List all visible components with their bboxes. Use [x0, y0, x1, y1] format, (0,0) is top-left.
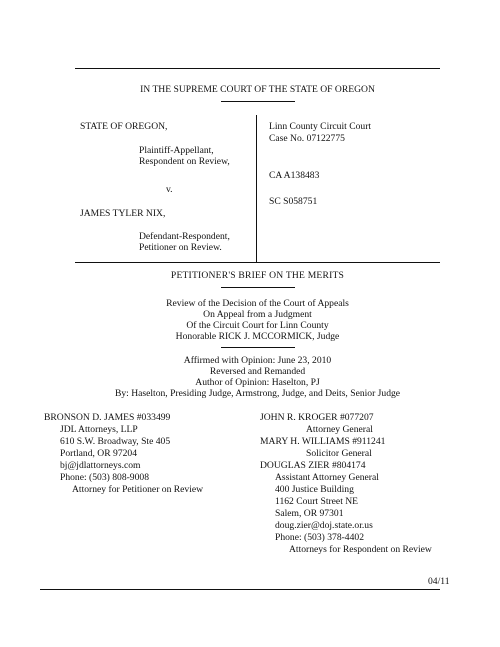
top-rule — [75, 68, 440, 69]
ag-title: Attorney General — [306, 424, 373, 435]
petitioner-counsel-firm: JDL Attorneys, LLP — [60, 424, 138, 435]
ag-name: JOHN R. KROGER #077207 — [260, 412, 374, 423]
aag-title: Assistant Attorney General — [275, 472, 379, 483]
versus: v. — [166, 184, 173, 195]
sg-title: Solicitor General — [306, 448, 372, 459]
plaintiff-role-2: Respondent on Review, — [139, 156, 230, 167]
court-title: IN THE SUPREME COURT OF THE STATE OF OREGON — [140, 84, 375, 95]
brief-title: PETITIONER'S BRIEF ON THE MERITS — [170, 270, 345, 281]
petitioner-counsel-phone: Phone: (503) 808-9008 — [60, 472, 149, 483]
caption-divider — [256, 115, 257, 263]
petitioner-counsel-role: Attorney for Petitioner on Review — [72, 484, 204, 495]
opinion-line-4: By: Haselton, Presiding Judge, Armstrong, Judge, and Deits, Senior Judge — [114, 388, 401, 399]
review-line-1: Review of the Decision of the Court of Appeals — [166, 298, 349, 309]
petitioner-counsel-address-2: Portland, OR 97204 — [60, 448, 138, 459]
brief-title-underline — [221, 287, 295, 288]
opinion-line-2: Reversed and Remanded — [209, 366, 306, 377]
review-underline — [221, 347, 295, 348]
opinion-line-3: Author of Opinion: Haselton, PJ — [195, 377, 320, 388]
defendant-name: JAMES TYLER NIX, — [80, 208, 166, 219]
sc-number: SC S058751 — [269, 196, 318, 207]
review-line-2: On Appeal from a Judgment — [203, 309, 312, 320]
footer-date: 04/11 — [428, 576, 450, 587]
petitioner-counsel-name: BRONSON D. JAMES #033499 — [44, 412, 171, 423]
respondent-email: doug.zier@doj.state.or.us — [275, 520, 373, 531]
respondent-phone: Phone: (503) 378-4402 — [275, 532, 364, 543]
petitioner-counsel-address-1: 610 S.W. Broadway, Ste 405 — [60, 436, 171, 447]
sg-name: MARY H. WILLIAMS #911241 — [260, 436, 386, 447]
petitioner-counsel-email: bj@jdlattorneys.com — [60, 460, 141, 471]
court-title-underline — [221, 101, 295, 102]
review-line-3: Of the Circuit Court for Linn County — [186, 320, 329, 331]
defendant-role-1: Defendant-Respondent, — [139, 231, 230, 242]
defendant-role-2: Petitioner on Review. — [139, 242, 222, 253]
ca-number: CA A138483 — [269, 170, 320, 181]
review-line-4: Honorable RICK J. MCCORMICK, Judge — [175, 331, 340, 342]
case-number: Case No. 07122775 — [269, 133, 345, 144]
aag-name: DOUGLAS ZIER #804174 — [260, 460, 366, 471]
respondent-address-3: Salem, OR 97301 — [275, 508, 344, 519]
footer-rule — [40, 589, 440, 590]
caption-bottom-rule — [75, 262, 440, 263]
trial-court: Linn County Circuit Court — [269, 121, 372, 132]
respondent-address-1: 400 Justice Building — [275, 484, 354, 495]
plaintiff-name: STATE OF OREGON, — [80, 121, 168, 132]
respondent-address-2: 1162 Court Street NE — [275, 496, 359, 507]
respondent-role: Attorneys for Respondent on Review — [289, 544, 432, 555]
plaintiff-role-1: Plaintiff-Appellant, — [139, 145, 214, 156]
opinion-line-1: Affirmed with Opinion: June 23, 2010 — [183, 355, 332, 366]
